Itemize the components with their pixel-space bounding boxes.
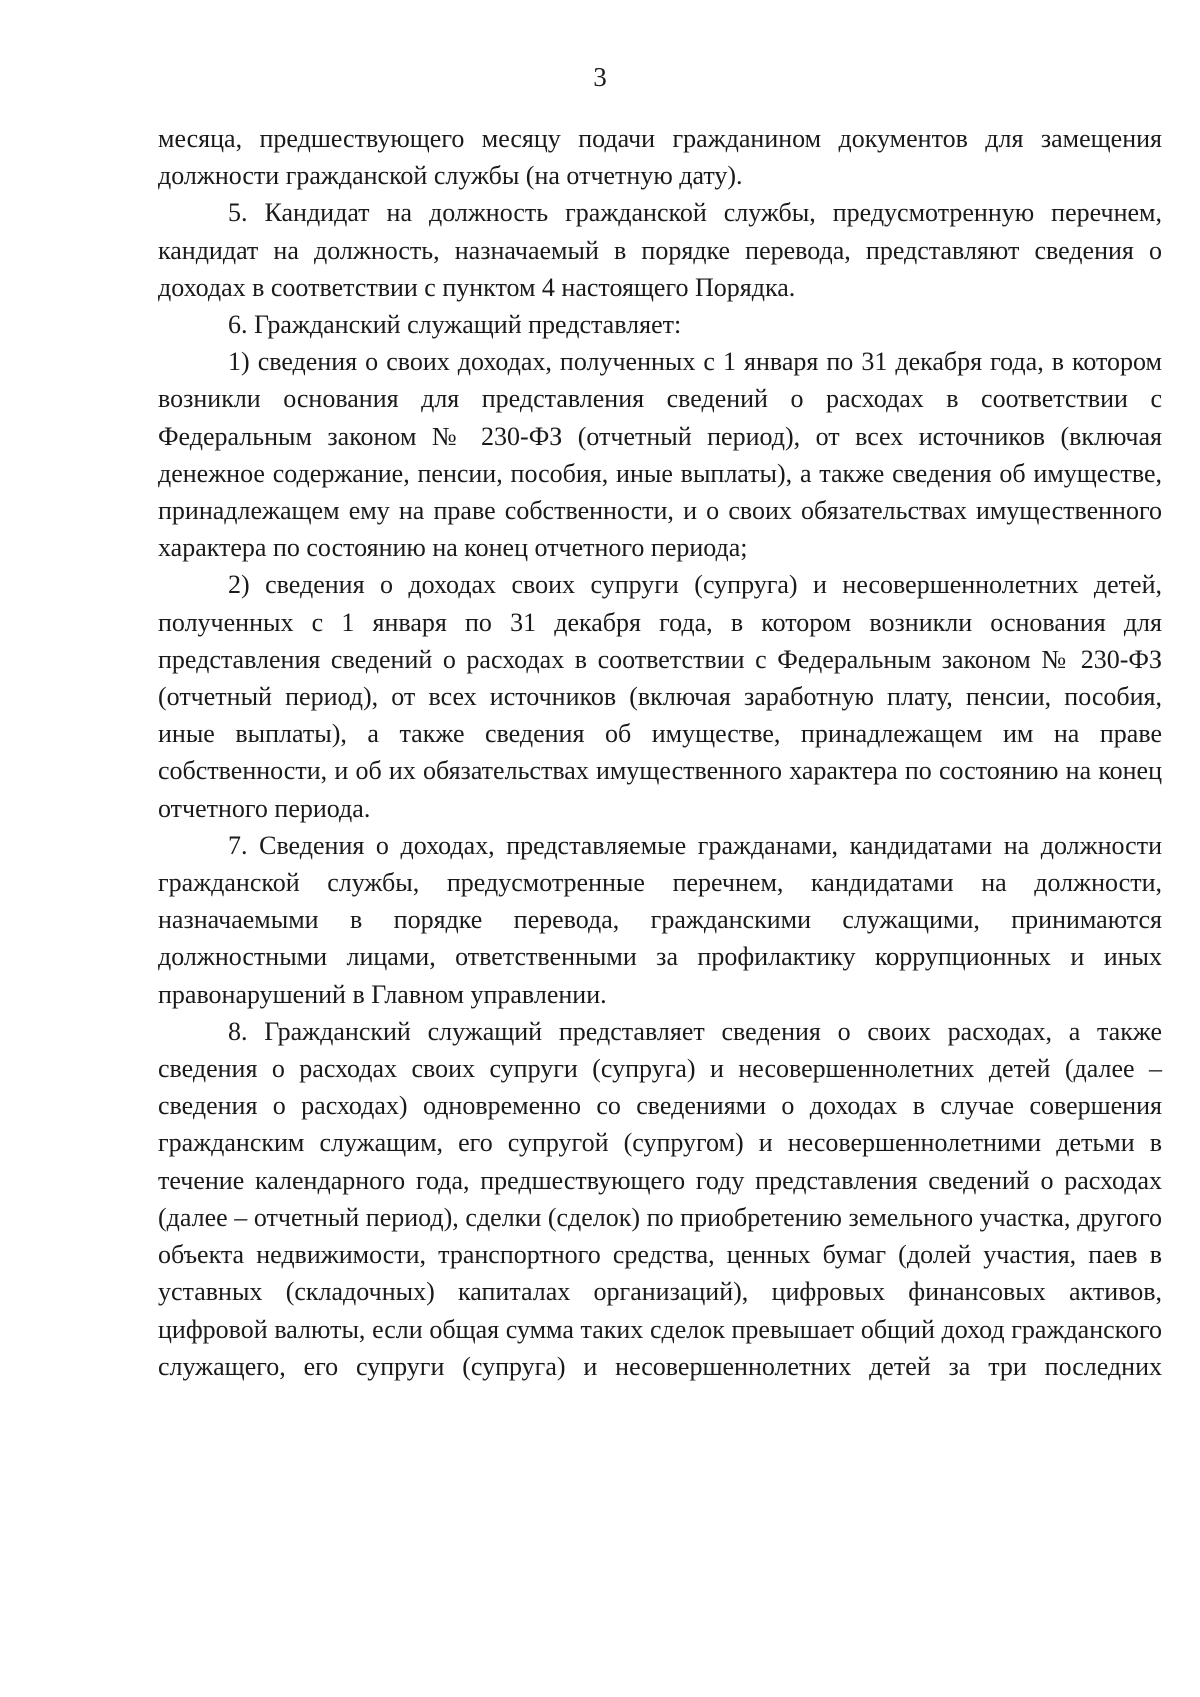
paragraph-continuation: месяца, предшествующего месяцу подачи гражданином документов для замещения должности гражданской службы (на отчетную дату). (158, 124, 1162, 191)
paragraph-item-6: 6. Гражданский служащий представляет: (228, 310, 682, 340)
document-body (158, 120, 1162, 1385)
paragraph-item-5: 5. Кандидат на должность гражданской службы, предусмотренную перечнем, кандидат на должность, назначаемый в порядке перевода, представляют сведения о доходах в соответствии с пунктом 4 настоящего Порядка. (158, 198, 1162, 302)
paragraph-item-8: 8. Гражданский служащий представляет сведения о своих расходах, а также сведения о расходах своих супруги (супруга) и несовершеннолетних детей (далее – сведения о расходах) одновременно со сведениями о доходах в случае совершения гражданским служащим, его супругой (супругом) и несовершеннолетними детьми в течение календарного года, предшествующего году представления сведений о расходах (далее – отчетный период), сделки (сделок) по приобретению земельного участка, другого объекта недвижимости, транспортного средства, ценных бумаг (долей участия, паев в уставных (складочных) капиталах организаций), цифровых финансовых активов, цифровой валюты, если общая сумма таких сделок превышает общий доход гражданского служащего, его супруги (супруга) и несовершеннолетних детей за три последних (158, 1016, 1162, 1381)
paragraph-item-6-1: 1) сведения о своих доходах, полученных с 1 января по 31 декабря года, в котором возникли основания для представления сведений о расходах в соответствии с Федеральным законом № 230-ФЗ (отчетный период), от всех источников (включая денежное содержание, пенсии, пособия, иные выплаты), а также сведения об имуществе, принадлежащем ему на праве собственности, и о своих обязательствах имущественного характера по состоянию на конец отчетного периода; (158, 347, 1162, 563)
page-number: 3 (593, 62, 607, 92)
paragraph-item-7: 7. Сведения о доходах, представляемые гражданами, кандидатами на должности гражданской службы, предусмотренные перечнем, кандидатами на должности, назначаемыми в порядке перевода, гражданскими служащими, принимаются должностными лицами, ответственными за профилактику коррупционных и иных правонарушений в Главном управлении. (158, 830, 1162, 1009)
paragraph-item-6-2: 2) сведения о доходах своих супруги (супруга) и несовершеннолетних детей, полученных с 1 января по 31 декабря года, в котором возникли основания для представления сведений о расходах в соответствии с Федеральным законом № 230-ФЗ (отчетный период), от всех источников (включая заработную плату, пенсии, пособия, иные выплаты), а также сведения об имуществе, принадлежащем им на праве собственности, и об их обязательствах имущественного характера по состоянию на конец отчетного периода. (158, 570, 1162, 823)
